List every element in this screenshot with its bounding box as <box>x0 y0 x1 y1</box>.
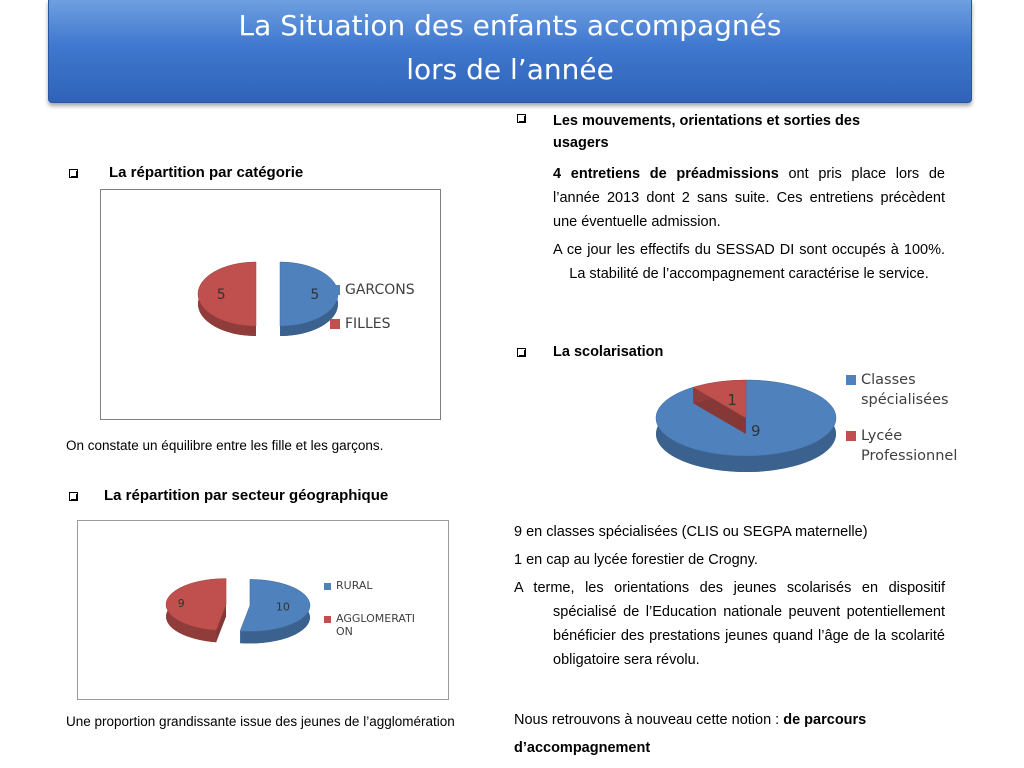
caption-secteur: Une proportion grandissante issue des jeunes de l’agglomération <box>66 714 455 729</box>
section-heading-scolarisation: La scolarisation <box>553 344 664 360</box>
legend-swatch <box>846 431 856 441</box>
chart-categorie <box>100 189 441 420</box>
title-banner <box>48 0 972 103</box>
legend-swatch <box>324 583 331 590</box>
pie-categorie <box>198 262 338 336</box>
section-heading-mouvements: Les mouvements, orientations et sorties des usagers <box>553 113 861 151</box>
scol-paragraph-orientation: A terme, les orientations des jeunes scolarisés en dispositif spécialisé de l’Education nationale peuvent potentiellement bénéficier des prestations jeunes quand l’âge de la scolarité obligatoire sera révolu. <box>514 580 945 668</box>
legend-label: GARCONS <box>345 282 415 298</box>
pie-data-label: 9 <box>177 596 185 610</box>
preadmissions-bold: 4 entretiens de préadmissions <box>553 166 779 182</box>
checkbox-bullet-icon <box>517 348 526 357</box>
paragraph-notion <box>514 706 934 762</box>
checkbox-bullet-icon <box>69 169 78 178</box>
scol-line-lycee: 1 en cap au lycée forestier de Crogny. <box>514 552 758 568</box>
pie-data-label: 1 <box>727 391 737 410</box>
preadmissions-rest: ont pris place lors de l’année 2013 dont 2 sans suite. Ces entretiens précèdent une éventuelle admission. <box>553 166 945 230</box>
chart-secteur-svg <box>78 521 448 699</box>
pie-data-label: 10 <box>275 600 290 614</box>
legend-label: Professionnel <box>861 448 958 464</box>
legend-swatch <box>330 319 340 329</box>
pie-secteur <box>166 579 310 644</box>
pie-scolarisation <box>656 380 836 472</box>
chart-secteur <box>77 520 449 700</box>
legend-label: ON <box>336 625 353 638</box>
paragraph-preadmissions <box>553 162 945 234</box>
notion-bold: de parcours d’accompagnement <box>514 712 867 756</box>
section-heading-categorie: La répartition par catégorie <box>109 164 304 181</box>
notion-prefix: Nous retrouvons à nouveau cette notion : <box>514 712 784 728</box>
chart-categorie-svg <box>101 190 440 419</box>
checkbox-bullet-icon <box>69 492 78 501</box>
chart-scolarisation <box>640 362 980 502</box>
caption-categorie: On constate un équilibre entre les fille et les garçons. <box>66 438 384 453</box>
legend-label: Lycée <box>861 428 903 444</box>
legend-secteur <box>324 579 415 638</box>
legend-swatch <box>330 285 340 295</box>
legend-categorie <box>330 282 415 332</box>
legend-label: spécialisées <box>861 392 949 408</box>
slide-title-line1: La Situation des enfants accompagnés <box>238 9 782 42</box>
scol-line-classes: 9 en classes spécialisées (CLIS ou SEGPA maternelle) <box>514 524 868 540</box>
legend-label: RURAL <box>336 579 373 592</box>
legend-scolarisation <box>846 372 957 464</box>
legend-label: FILLES <box>345 316 391 332</box>
checkbox-bullet-icon <box>517 114 526 123</box>
pie-data-label: 5 <box>310 286 320 303</box>
legend-label: Classes <box>861 372 916 388</box>
pie-data-label: 5 <box>216 286 226 303</box>
legend-label: AGGLOMERATI <box>336 612 416 625</box>
legend-swatch <box>846 375 856 385</box>
pie-data-label: 9 <box>750 421 761 440</box>
paragraph-effectifs: A ce jour les effectifs du SESSAD DI sont occupés à 100%. La stabilité de l’accompagnement caractérise le service. <box>553 242 945 282</box>
legend-swatch <box>324 616 331 623</box>
slide-title-line2: lors de l’année <box>406 53 614 86</box>
section-heading-secteur: La répartition par secteur géographique <box>104 487 389 504</box>
